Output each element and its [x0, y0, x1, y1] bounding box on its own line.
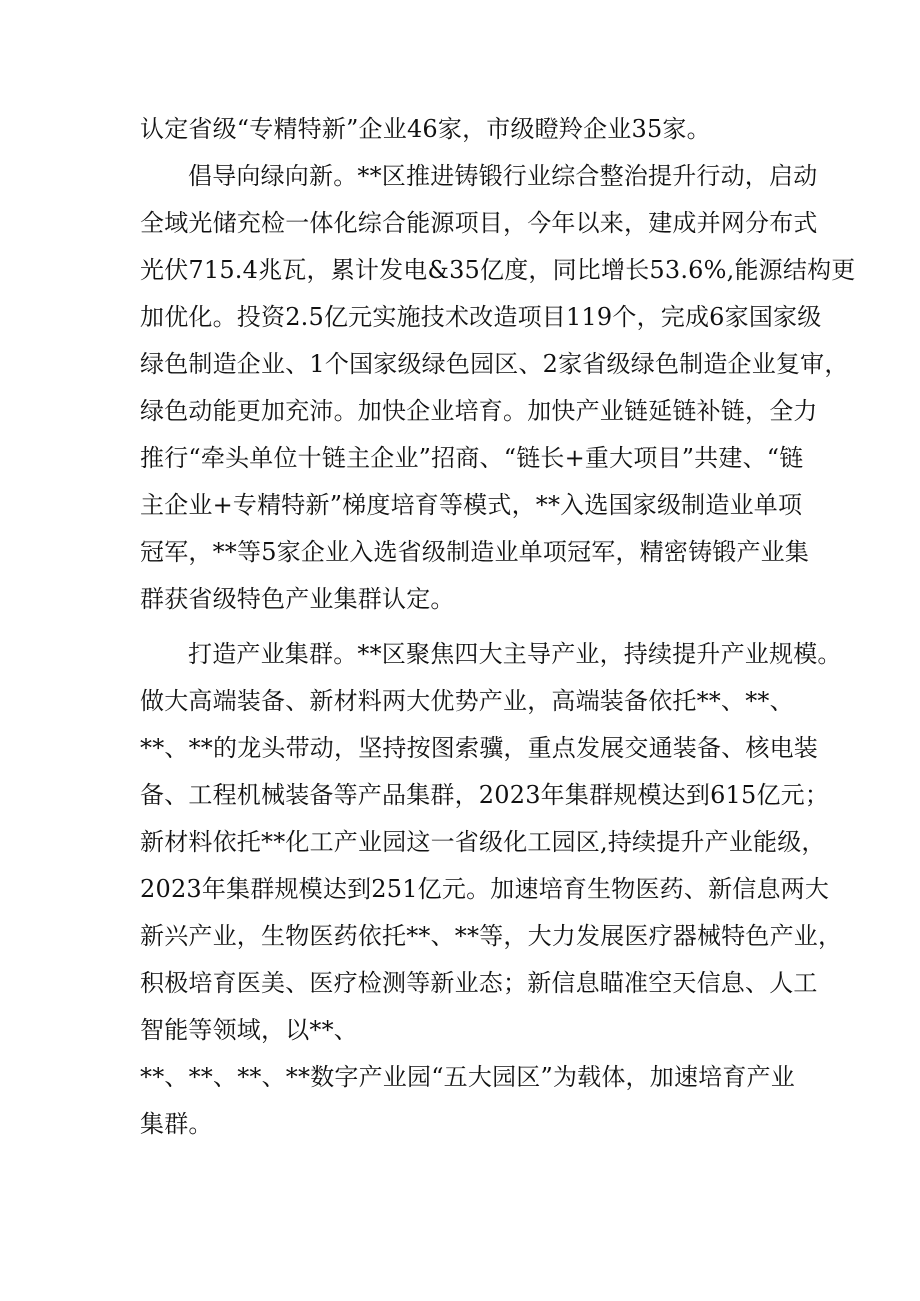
text-line: 新兴产业，生物医药依托**、**等，大力发展医疗器械特色产业， [140, 922, 843, 950]
text-line: 加优化。投资2.5亿元实施技术改造项目119个，完成6家国家级 [140, 303, 822, 331]
document-body [140, 106, 856, 1148]
paragraph-first-line: 打造产业集群。**区聚焦四大主导产业，持续提升产业规模。 [188, 640, 842, 668]
text-line: 主企业+专精特新”梯度培育等模式，**入选国家级制造业单项 [140, 491, 803, 519]
text-line: 做大高端装备、新材料两大优势产业，高端装备依托**、**、 [140, 687, 794, 715]
text-line: **、**的龙头带动，坚持按图索骥，重点发展交通装备、核电装 [140, 734, 818, 762]
text-line: **、**、**、**数字产业园“五大园区”为载体，加速培育产业 [140, 1063, 795, 1091]
text-line: 集群。 [140, 1110, 213, 1138]
text-line: 2023年集群规模达到251亿元。加速培育生物医药、新信息两大 [140, 875, 830, 903]
text-line: 绿色动能更加充沛。加快企业培育。加快产业链延链补链，全力 [140, 397, 818, 425]
text-line: 光伏715.4兆瓦，累计发电&35亿度，同比增长53.6%,能源结构更 [140, 256, 856, 284]
text-line: 备、工程机械装备等产品集群，2023年集群规模达到615亿元； [140, 781, 830, 809]
paragraph-first-line: 倡导向绿向新。**区推进铸锻行业综合整治提升行动，启动 [188, 162, 818, 190]
text-line: 绿色制造企业、1个国家级绿色园区、2家省级绿色制造企业复审， [140, 350, 849, 378]
text-line: 智能等领域，以**、 [140, 1016, 358, 1044]
text-line: 推行“牵头单位十链主企业”招商、“链长+重大项目”共建、“链 [140, 444, 804, 472]
text-line: 冠军，**等5家企业入选省级制造业单项冠军，精密铸锻产业集 [140, 538, 810, 566]
text-line: 全域光储充检一体化综合能源项目，今年以来，建成并网分布式 [140, 209, 818, 237]
text-line: 积极培育医美、医疗检测等新业态；新信息瞄准空天信息、人工 [140, 969, 818, 997]
text-line: 认定省级“专精特新”企业46家，市级瞪羚企业35家。 [140, 115, 711, 143]
text-line: 新材料依托**化工产业园这一省级化工园区,持续提升产业能级， [140, 828, 826, 856]
text-line: 群获省级特色产业集群认定。 [140, 585, 455, 613]
